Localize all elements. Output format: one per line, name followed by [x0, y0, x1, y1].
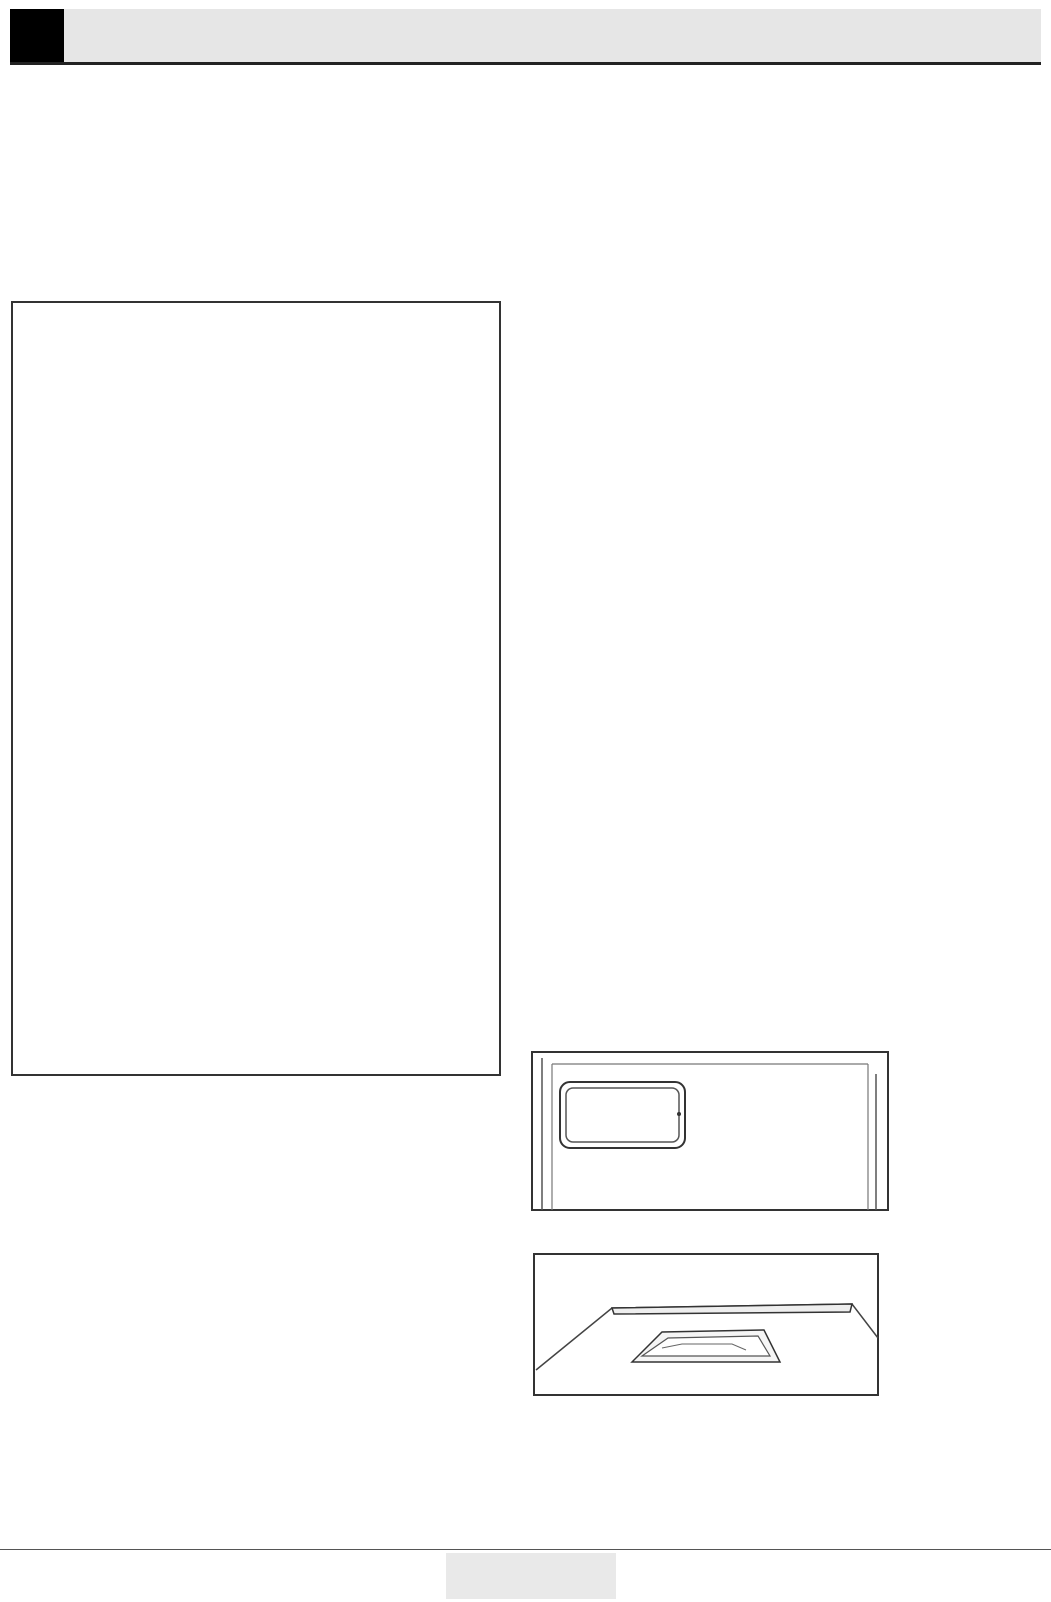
- figure-card-box-back: [530, 1050, 892, 1214]
- footer-page-number: [446, 1553, 616, 1599]
- section-header: [10, 9, 1041, 65]
- warning-table: [11, 301, 501, 1076]
- section-number: [10, 9, 64, 62]
- figure-card-box-top: [532, 1252, 882, 1399]
- footer-rule: [0, 1549, 1051, 1550]
